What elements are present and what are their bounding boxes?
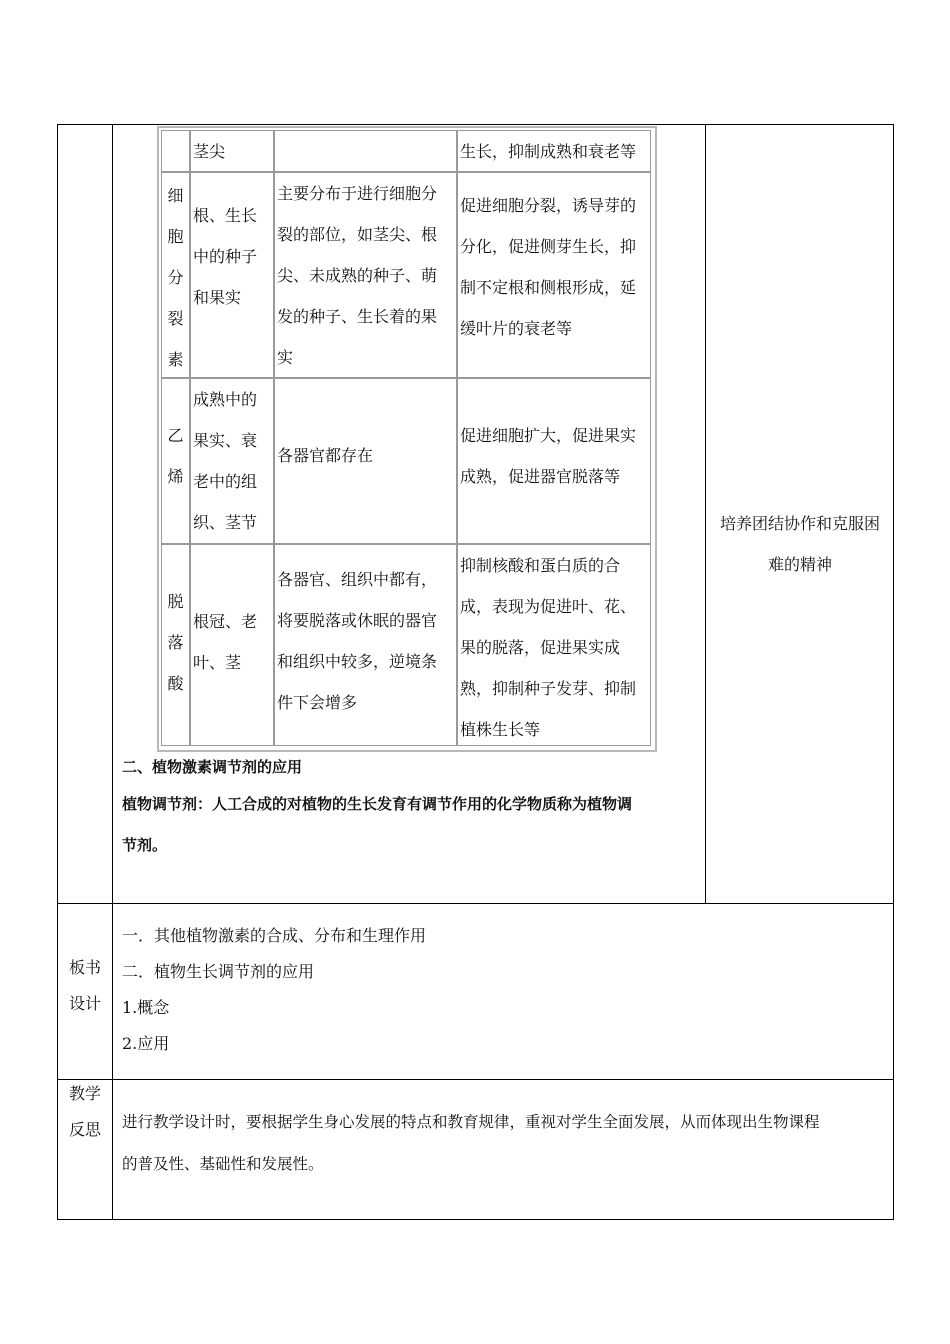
synthesis-site-cell: 根冠、老叶、茎 [190, 544, 274, 746]
synthesis-site-cell: 茎尖 [190, 130, 274, 172]
goal-text-line-1: 培养团结协作和克服困 [719, 514, 880, 533]
synthesis-site-cell: 根、生长中的种子和果实 [190, 172, 274, 378]
reflection-line-1: 进行教学设计时，要根据学生身心发展的特点和教育规律，重视对学生全面发展，从而体现出生物课程 [122, 1113, 820, 1131]
definition-line-1: 植物调节剂：人工合成的对植物的生长发育有调节作用的化学物质称为植物调 [122, 795, 633, 813]
section-heading: 二、植物激素调节剂的应用 [122, 758, 303, 776]
function-cell: 生长，抑制成熟和衰老等 [457, 130, 651, 172]
distribution-cell: 各器官都存在 [274, 378, 457, 544]
distribution-cell: 主要分布于进行细胞分裂的部位，如茎尖、根尖、未成熟的种子、萌发的种子、生长着的果实 [274, 172, 457, 378]
function-cell: 抑制核酸和蛋白质的合成，表现为促进叶、花、果的脱落，促进果实成熟，抑制种子发芽、抑制植株生长等 [457, 544, 651, 746]
distribution-cell [274, 130, 457, 172]
board-item: 一．其他植物激素的合成、分布和生理作用 [122, 926, 427, 945]
synthesis-site-cell: 成熟中的果实、衰老中的组织、茎节 [190, 378, 274, 544]
reflection-label: 教学 反思 [68, 1084, 101, 1139]
board-item: 1.概念 [122, 998, 170, 1017]
hormone-name-cell: 乙烯 [161, 378, 190, 544]
row-divider-reflection [57, 1079, 894, 1080]
hormone-name-cell: 脱落酸 [161, 544, 190, 746]
board-design-label: 板书 设计 [68, 958, 101, 1013]
definition-line-2: 节剂。 [122, 836, 168, 854]
board-item: 二．植物生长调节剂的应用 [122, 962, 315, 981]
hormone-name-cell: 细胞分裂素 [161, 172, 190, 378]
hormone-name-cell [161, 130, 190, 172]
row-divider-board [57, 903, 894, 904]
board-item: 2.应用 [122, 1034, 170, 1053]
function-cell: 促进细胞分裂，诱导芽的分化，促进侧芽生长，抑制不定根和侧根形成，延缓叶片的衰老等 [457, 172, 651, 378]
label-column-divider [112, 124, 113, 1220]
function-cell: 促进细胞扩大，促进果实成熟，促进器官脱落等 [457, 378, 651, 544]
reflection-line-2: 的普及性、基础性和发展性。 [122, 1155, 324, 1173]
hormone-table [157, 126, 657, 752]
goal-text-line-2: 难的精神 [767, 555, 832, 574]
distribution-cell: 各器官、组织中都有，将要脱落或休眠的器官和组织中较多，逆境条件下会增多 [274, 544, 457, 746]
